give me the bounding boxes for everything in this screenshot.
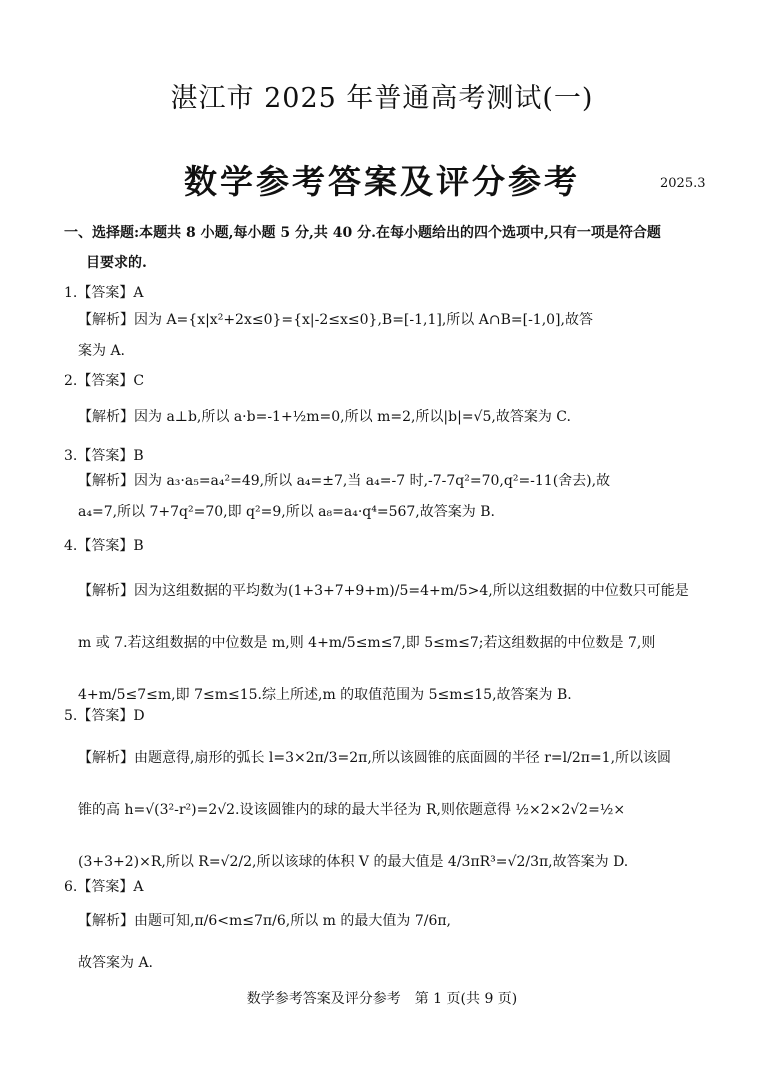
answer-label: 1.【答案】A bbox=[64, 285, 144, 301]
explanation-line: 案为 A. bbox=[78, 343, 126, 359]
explanation-line: 故答案为 A. bbox=[78, 955, 154, 971]
explanation-line: 【解析】因为 A={x|x²+2x≤0}={x|-2≤x≤0},B=[-1,1],所以 A∩B=[-1,0],故答 bbox=[78, 312, 593, 328]
explanation bbox=[78, 900, 718, 984]
section-heading bbox=[64, 218, 714, 278]
document-subtitle: 数学参考答案及评分参考 bbox=[184, 162, 580, 201]
exam-title: 湛江市 2025 年普通高考测试(一) bbox=[170, 83, 594, 114]
answer-label: 6.【答案】A bbox=[64, 879, 144, 895]
document-date: 2025.3 bbox=[660, 176, 706, 191]
answer-label: 2.【答案】C bbox=[64, 373, 145, 389]
explanation-line: a₄=7,所以 7+7q²=70,即 q²=9,所以 a₈=a₄·q⁴=567,故答案为 B. bbox=[78, 504, 495, 520]
section-heading-line-1: 一、选择题:本题共 8 小题,每小题 5 分,共 40 分.在每小题给出的四个选项中,只有一项是符合题 bbox=[64, 225, 661, 241]
explanation bbox=[78, 732, 718, 888]
answer-label: 3.【答案】B bbox=[64, 448, 144, 464]
explanation bbox=[78, 466, 718, 528]
explanation-line: 【解析】因为 a₃·a₅=a₄²=49,所以 a₄=±7,当 a₄=-7 时,-7-7q²=70,q²=-11(舍去),故 bbox=[78, 473, 611, 489]
explanation-line: m 或 7.若这组数据的中位数是 m,则 4+m/5≤m≤7,即 5≤m≤7;若这组数据的中位数是 7,则 bbox=[78, 635, 656, 651]
explanation bbox=[78, 565, 718, 721]
explanation-line: (3+3+2)×R,所以 R=√2/2,所以该球的体积 V 的最大值是 4/3πR³=√2/3π,故答案为 D. bbox=[78, 854, 629, 870]
answer-label: 5.【答案】D bbox=[64, 708, 145, 724]
explanation-line: 【解析】因为 a⊥b,所以 a·b=-1+½m=0,所以 m=2,所以|b|=√5,故答案为 C. bbox=[78, 409, 571, 425]
explanation-line: 4+m/5≤7≤m,即 7≤m≤15.综上所述,m 的取值范围为 5≤m≤15,故答案为 B. bbox=[78, 687, 572, 703]
explanation-line: 【解析】由题可知,π/6<m≤7π/6,所以 m 的最大值为 7/6π, bbox=[78, 913, 452, 929]
section-heading-line-2: 目要求的. bbox=[86, 255, 147, 271]
page-footer: 数学参考答案及评分参考 第 1 页(共 9 页) bbox=[246, 991, 518, 1007]
explanation-line: 锥的高 h=√(3²-r²)=2√2.设该圆锥内的球的最大半径为 R,则依题意得 ½×2×2√2=½× bbox=[78, 802, 626, 818]
explanation-line: 【解析】由题意得,扇形的弧长 l=3×2π/3=2π,所以该圆锥的底面圆的半径 r=l/2π=1,所以该圆 bbox=[78, 750, 672, 766]
explanation bbox=[78, 402, 718, 433]
explanation bbox=[78, 305, 718, 367]
answer-label: 4.【答案】B bbox=[64, 538, 144, 554]
explanation-line: 【解析】因为这组数据的平均数为(1+3+7+9+m)/5=4+m/5>4,所以这组数据的中位数只可能是 bbox=[78, 583, 689, 599]
